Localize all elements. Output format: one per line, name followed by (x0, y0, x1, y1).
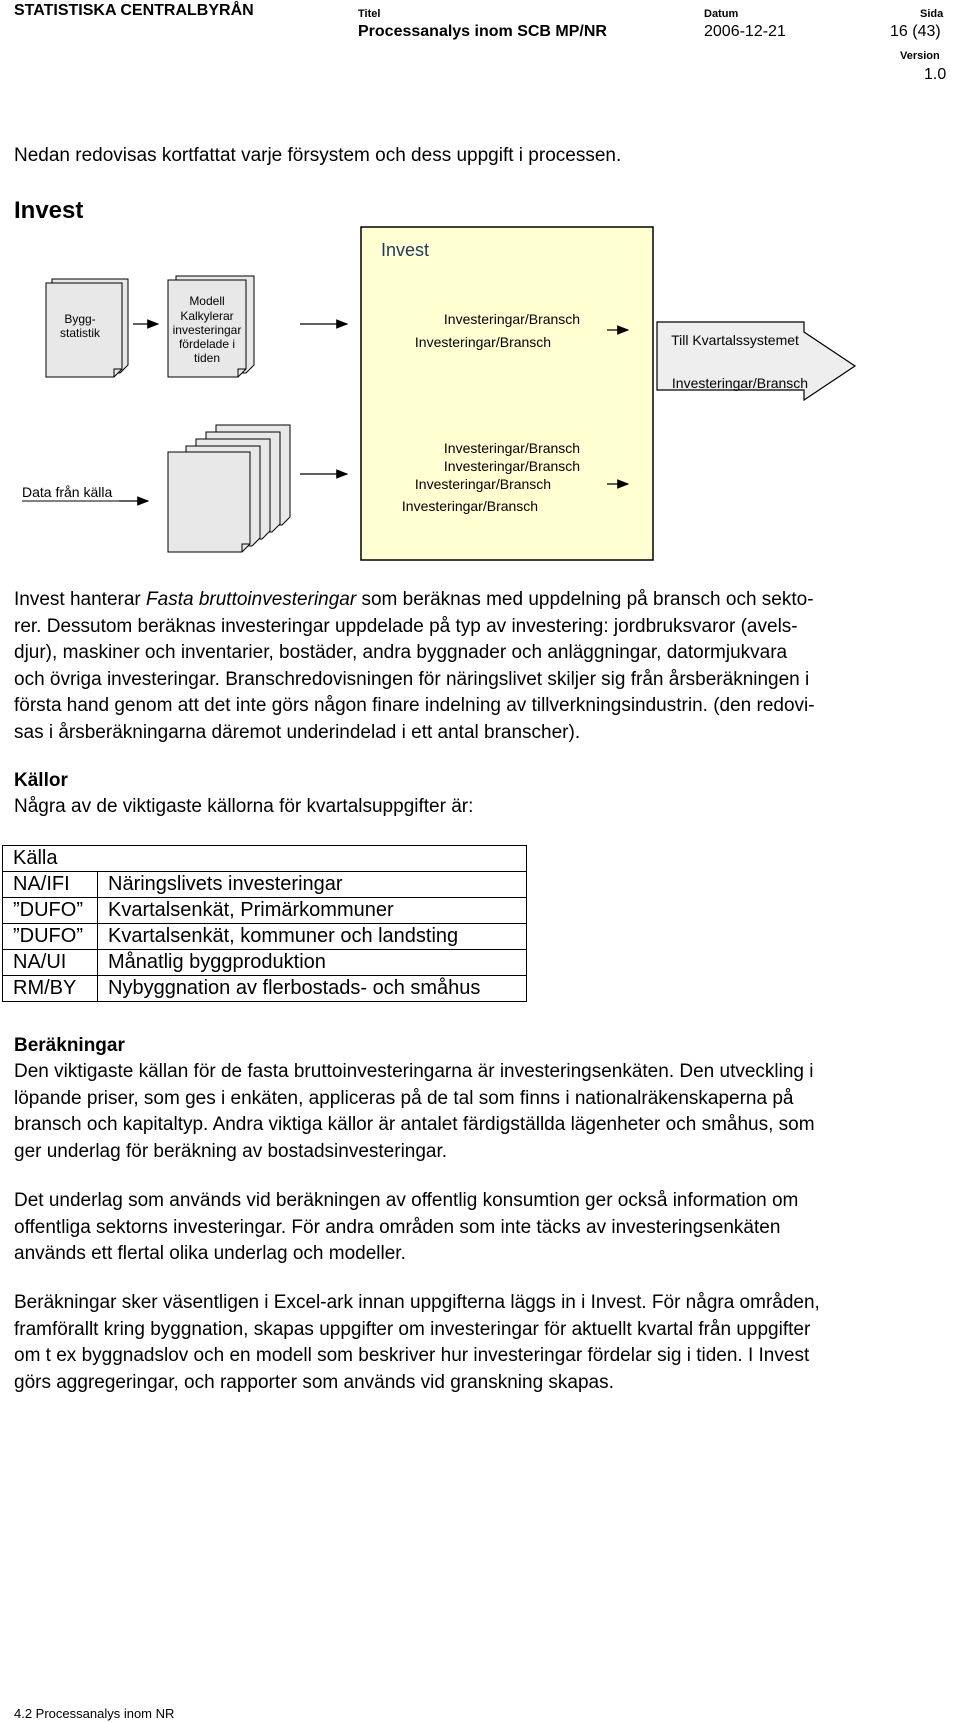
flow-bottom-1: Investeringar/Bransch (443, 458, 581, 474)
p1-line-2: djur), maskiner och inventarier, bostäder, andra byggnader och anläggningar, datormjukvara (14, 642, 788, 663)
source-desc: Kvartalsenkät, Primärkommuner (98, 898, 527, 924)
version-label: Version (900, 50, 940, 62)
kallor-intro: Några av de viktigaste källorna för kvartalsuppgifter är: (14, 796, 474, 817)
org-name: STATISTISKA CENTRALBYRÅN (14, 2, 254, 19)
source-code: RM/BY (3, 976, 98, 1002)
p2-line-3: ger underlag för beräkning av bostadsinvesteringar. (14, 1140, 448, 1162)
modell-line-1: Kalkylerar (180, 309, 234, 323)
modell-line-3: fördelade i (178, 337, 236, 351)
version-number: 1.0 (924, 66, 947, 83)
flow-bottom-2: Investeringar/Bransch (414, 476, 552, 492)
source-code: NA/UI (3, 950, 98, 976)
source-code: NA/IFI (3, 872, 98, 898)
source-desc: Näringslivets investeringar (98, 872, 527, 898)
paragraph-invest-description (14, 587, 949, 746)
table-row (3, 950, 527, 976)
source-code: ”DUFO” (3, 898, 98, 924)
sources-table (2, 845, 527, 1002)
p4-line-2: om t ex byggnadslov och en modell som beskriver hur investeringar fördelar sig i tiden. I Invest (14, 1345, 810, 1366)
table-row (3, 898, 527, 924)
table-header-row (3, 846, 527, 872)
invest-process-diagram (0, 220, 960, 580)
p3-line-1: offentliga sektorns investeringar. För andra områden som inte täcks av investeringsenkäten (14, 1216, 781, 1238)
page-footer: 4.2 Processanalys inom NR (14, 1706, 175, 1721)
p2-line-2: bransch och kapitaltyp. Andra viktiga källor är antalet färdigställda lägenheter och småhus, som (14, 1114, 815, 1135)
flow-bottom-0: Investeringar/Bransch (443, 440, 581, 456)
p1-line-0: som beräknas med uppdelning på bransch och sekto- (356, 589, 814, 610)
kallor-heading: Källor (14, 770, 68, 791)
modell-line-0: Modell (189, 294, 225, 308)
intro-text: Nedan redovisas kortfattat varje försystem och dess uppgift i processen. (14, 145, 622, 166)
source-desc: Kvartalsenkät, kommuner och landsting (98, 924, 527, 950)
output-arrow-label: Investeringar/Bransch (671, 375, 809, 391)
p1-italic-term: Fasta bruttoinvesteringar (146, 589, 357, 610)
p2-line-1: löpande priser, som ges i enkäten, appliceras på de tal som finns i nationalräkenskaperna på (14, 1087, 794, 1109)
table-row (3, 976, 527, 1002)
source-code: ”DUFO” (3, 924, 98, 950)
p1-start: Invest hanterar (14, 589, 147, 610)
source-desc: Nybyggnation av flerbostads- och småhus (98, 976, 527, 1002)
p2-line-0: Den viktigaste källan för de fasta bruttoinvesteringarna är investeringsenkäten. Den utveckling i (14, 1061, 814, 1082)
doc-date: 2006-12-21 (704, 23, 786, 40)
flow-bottom-3: Investeringar/Bransch (401, 498, 539, 514)
title-label: Titel (358, 8, 381, 20)
flow-top-1: Investeringar/Bransch (414, 334, 552, 350)
source-desc: Månatlig byggproduktion (98, 950, 527, 976)
paragraph-berakningar-2 (14, 1188, 949, 1268)
system-title: Invest (380, 240, 430, 260)
berakningar-heading: Beräkningar (14, 1035, 125, 1056)
modell-line-4: tiden (193, 351, 221, 365)
doc-title: Processanalys inom SCB MP/NR (358, 23, 607, 40)
output-label: Till Kvartalssystemet (671, 332, 799, 348)
p3-line-2: används ett flertal olika underlag och modeller. (14, 1243, 406, 1264)
modell-line-2: investeringar (172, 323, 242, 337)
p1-line-1: rer. Dessutom beräknas investeringar uppdelade på typ av investering: jordbruksvaror (avels- (14, 615, 798, 637)
data-fran-kalla-label: Data från källa (22, 484, 113, 500)
table-header-cell: Källa (3, 846, 527, 872)
p3-line-0: Det underlag som används vid beräkningen av offentlig konsumtion ger också information om (14, 1190, 799, 1211)
multi-document-stack-icon (168, 425, 290, 552)
p4-line-1: framförallt kring byggnation, skapas uppgifter om investeringar för aktuellt kvartal från uppgifter (14, 1318, 811, 1340)
bygg-label-line1: Bygg- (64, 312, 96, 326)
bygg-label-line2: statistik (59, 326, 101, 340)
page-number: 16 (43) (890, 23, 941, 40)
paragraph-berakningar-1 (14, 1059, 949, 1165)
p4-line-3: görs aggregeringar, och rapporter som används vid granskning skapas. (14, 1371, 614, 1393)
p1-line-3: och övriga investeringar. Branschredovisningen för näringslivet skiljer sig från årsberäkningen i (14, 668, 810, 690)
p1-line-4: första hand genom att det inte görs någon finare indelning av tillverkningsindustrin. (den redovi- (14, 695, 815, 716)
paragraph-berakningar-3 (14, 1290, 949, 1396)
p1-line-5: sas i årsberäkningarna däremot underindelad i ett antal branscher). (14, 721, 581, 743)
p4-line-0: Beräkningar sker väsentligen i Excel-ark innan uppgifterna läggs in i Invest. För några områden, (14, 1292, 820, 1313)
flow-top-0: Investeringar/Bransch (443, 311, 581, 327)
table-row (3, 872, 527, 898)
date-label: Datum (704, 8, 739, 20)
section-title-invest: Invest (14, 197, 84, 224)
page-label: Sida (920, 8, 944, 20)
table-row (3, 924, 527, 950)
